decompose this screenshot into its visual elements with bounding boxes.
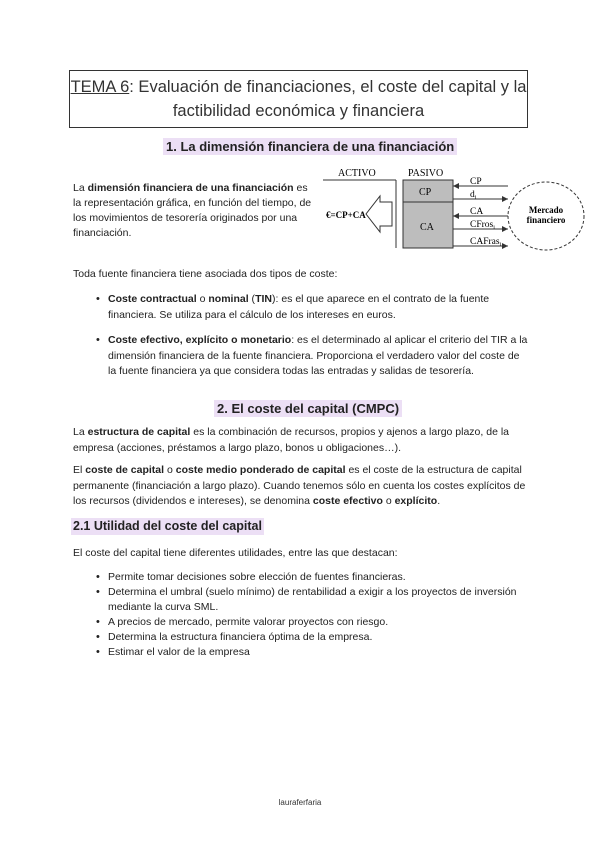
- ca-box-label: CA: [420, 222, 434, 233]
- flow-arrowhead: [453, 183, 459, 189]
- flow-label: CA: [470, 207, 484, 217]
- bullet-text: (: [248, 293, 256, 305]
- definition-term: dimensión financiera de una financiación: [87, 182, 294, 194]
- utilities-list: [80, 570, 528, 660]
- costs-list: [80, 292, 528, 380]
- definition-post: es la representación gráfica, en función del tiempo, de los movimientos de tesorería originados por una financiación.: [73, 182, 312, 239]
- list-item: • Determina el umbral (suelo mínimo) de rentabilidad a exigir a los proyectos de inversión mediante la curva SML.: [80, 585, 528, 615]
- p2-text: o: [382, 495, 395, 507]
- p1-post: es la combinación de recursos, propios y ajenos a largo plazo, de la empresa (acciones, préstamos a largo plazo, bonos u obligaciones…).: [73, 426, 509, 454]
- flow-arrowhead: [453, 213, 459, 219]
- p2-term: coste efectivo: [312, 495, 383, 507]
- bullet-text: : es el determinado al aplicar el criterio del TIR a la dimensión financiera de la fuente financiera. Proporciona el verdadero valor del coste de la fuente financiera ya que considera todas las entradas y salidas de tesorería.: [108, 334, 528, 377]
- bullet-term: nominal: [208, 293, 249, 305]
- p2-term: coste medio ponderado de capital: [175, 464, 346, 476]
- footer-author: lauraferfaria: [278, 798, 322, 807]
- flow-label: $d_i$: [470, 190, 477, 201]
- pasivo-label: PASIVO: [408, 168, 444, 179]
- bullet-text: o: [196, 293, 209, 305]
- arrow-left-icon: [366, 196, 392, 232]
- activo-label: ACTIVO: [338, 168, 376, 179]
- bullet-text: ): es el que aparece en el contrato de la fuente financiera. Se utiliza para el cálculo de los intereses en euros.: [108, 293, 490, 321]
- list-item: • Determina la estructura financiera óptima de la empresa.: [80, 630, 528, 645]
- p2-text: .: [437, 495, 441, 507]
- p2-term: explícito: [394, 495, 438, 507]
- equation-label: €=CP+CA: [326, 210, 366, 220]
- p2-text: o: [164, 464, 176, 476]
- flow-label: CFros$_i$: [470, 220, 495, 231]
- bullet-term: TIN: [255, 293, 272, 305]
- market-label-2: financiero: [526, 215, 566, 225]
- section-2-heading: 2. El coste del capital (CMPC): [214, 400, 402, 417]
- p1-term: estructura de capital: [87, 426, 191, 438]
- bullet-term: Coste efectivo, explícito o monetario: [108, 334, 292, 346]
- title-text: : Evaluación de financiaciones, el coste del capital y la factibilidad económica y financiera: [129, 78, 527, 120]
- financial-dimension-diagram: [318, 166, 590, 271]
- flow-arrowhead: [502, 196, 508, 202]
- p2-text: es el coste de la estructura de capital permanente (financiación a largo plazo). Cuando tenemos sólo en cuenta los costes explícitos de los recursos (dividendos e intereses), se denomina: [73, 464, 526, 507]
- market-label-1: Mercado: [528, 205, 564, 215]
- section-1-heading: 1. La dimensión financiera de una financiación: [163, 138, 457, 155]
- p2-pre: El: [73, 464, 86, 476]
- list-item: [80, 292, 528, 323]
- list-item: • Estimar el valor de la empresa: [80, 645, 528, 660]
- capital-structure-paragraph: [73, 425, 528, 456]
- p1-pre: La: [73, 426, 88, 438]
- list-item: • A precios de mercado, permite valorar proyectos con riesgo.: [80, 615, 528, 630]
- list-item: [80, 333, 528, 380]
- bullet-term: Coste contractual: [108, 293, 197, 305]
- capital-cost-paragraph: [73, 463, 529, 510]
- flow-label: CP: [470, 177, 482, 187]
- utilities-intro: El coste del capital tiene diferentes utilidades, entre las que destacan:: [73, 547, 398, 559]
- definition-paragraph: [73, 181, 318, 241]
- list-item: • Permite tomar decisiones sobre elección de fuentes financieras.: [80, 570, 528, 585]
- costs-intro: Toda fuente financiera tiene asociada dos tipos de coste:: [73, 268, 338, 280]
- document-title: [69, 70, 528, 128]
- cp-box-label: CP: [419, 187, 432, 198]
- section-2-1-heading: 2.1 Utilidad del coste del capital: [73, 519, 262, 533]
- tema-label: TEMA 6: [70, 78, 130, 96]
- flow-label: CAFras$_i$: [470, 237, 502, 248]
- p2-term: coste de capital: [85, 464, 165, 476]
- flow-arrowhead: [502, 243, 508, 249]
- flow-arrowhead: [502, 226, 508, 232]
- definition-pre: La: [73, 182, 88, 194]
